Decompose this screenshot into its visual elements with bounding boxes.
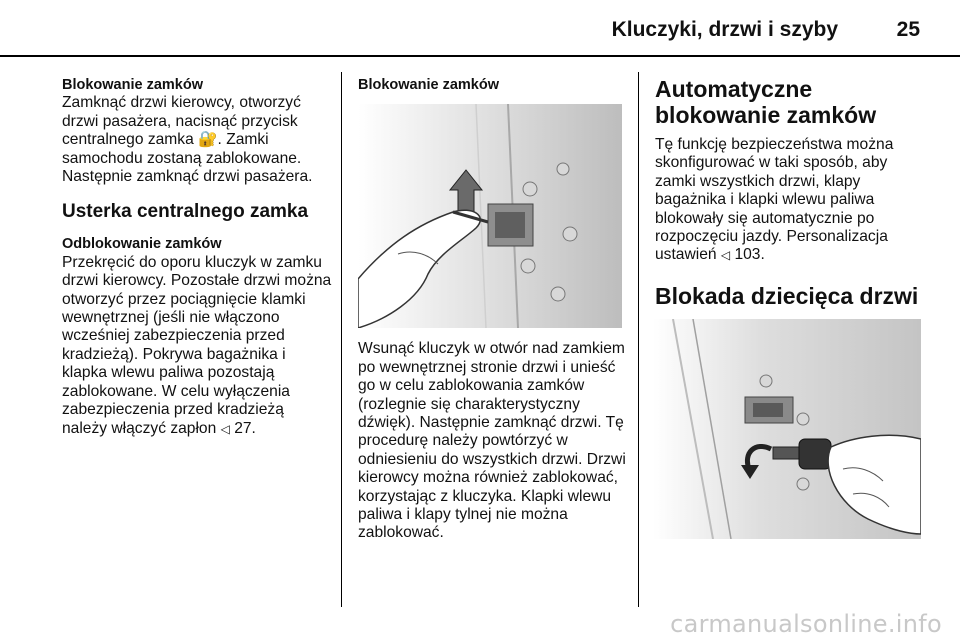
paragraph-locking-procedure: Wsunąć kluczyk w otwór nad zamkiem po wewnętrznej stronie drzwi i unieść go w celu zablokowania zamków (rozlegnie się charakterystyczny dźwięk). Następnie zamknąć drzwi. Tę procedurę należy powtórzyć w odniesieniu do wszystkich drzwi. Drzwi kierowcy można również zablokować, korzystając z kluczyka. Klapki wlewu paliwa i klapy tylnej nie można zablokować. (358, 340, 626, 542)
header-rule (0, 55, 960, 57)
column-divider-1 (341, 72, 342, 607)
footer-watermark: carmanualsonline.info (670, 610, 942, 638)
header-title: Kluczyki, drzwi i szyby (611, 18, 838, 41)
column-middle (358, 76, 628, 543)
page-reference-icon: ◁ (220, 421, 230, 436)
central-lock-icon: 🔐 (198, 131, 218, 149)
heading-central-lock-fault: Usterka centralnego zamka (62, 201, 309, 223)
page-reference-icon: ◁ (720, 248, 731, 263)
page-number: 25 (896, 18, 920, 41)
subheading-locking: Blokowanie zamków (62, 77, 204, 93)
subheading-unlocking: Odblokowanie zamków (62, 236, 222, 253)
child-lock-illustration (653, 319, 921, 539)
heading-child-lock: Blokada dziecięca drzwi (655, 282, 919, 309)
column-right (655, 76, 930, 539)
subheading-locking-2: Blokowanie zamków (358, 77, 500, 93)
heading-automatic-locking: Automatyczne blokowanie zamków (655, 76, 877, 128)
page-header (0, 0, 960, 56)
column-left (62, 76, 332, 438)
door-lock-illustration (358, 104, 622, 328)
paragraph-locking: Zamknąć drzwi kierowcy, otworzyć drzwi pasażera, nacisnąć przycisk centralnego zamka 🔐. Zamki samochodu zostaną zablokowane. Następnie zamknąć drzwi pasażera. (62, 94, 313, 186)
paragraph-unlocking: Przekręcić do oporu kluczyk w zamku drzwi kierowcy. Pozostałe drzwi można otworzyć przez pociągnięcie klamki wewnętrznej (jeśli nie włączono wcześniej zabezpieczenia przed kradzieżą). Pokrywa bagażnika i klapka wlewu paliwa pozostają zablokowane. W celu wyłączenia zabezpieczenia przed kradzieżą należy włączyć zapłon ◁ 27. (62, 253, 332, 437)
paragraph-automatic-locking: Tę funkcję bezpieczeństwa można skonfigurować w taki sposób, aby zamki wszystkich drzwi, klapy bagażnika i klapki wlewu paliwa blokowały się automatycznie po rozpoczęciu jazdy. Personalizacja ustawień ◁ 103. (655, 136, 894, 264)
column-divider-2 (638, 72, 639, 607)
